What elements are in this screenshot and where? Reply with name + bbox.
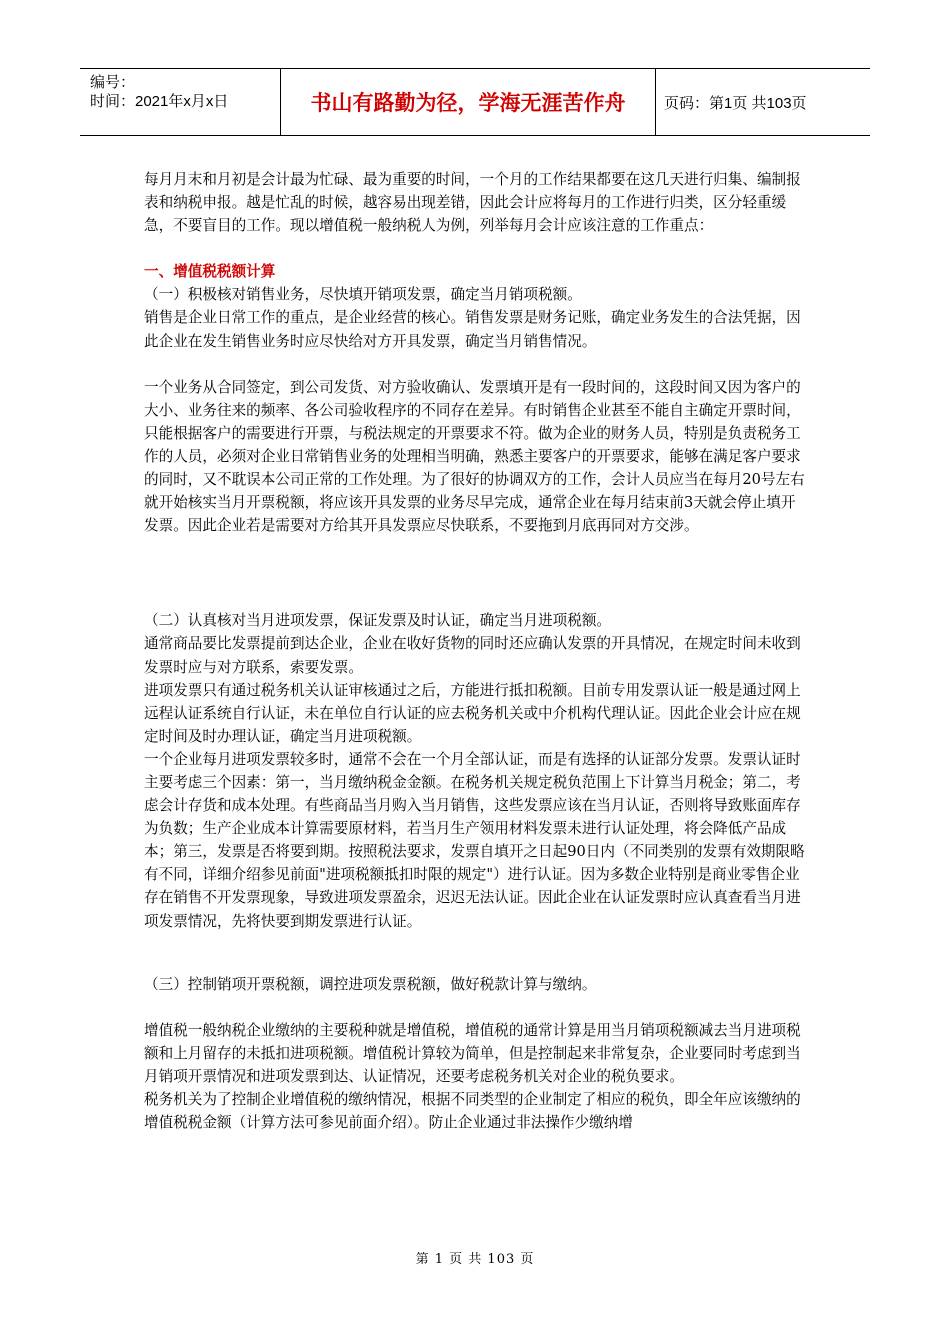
body-paragraph: 销售是企业日常工作的重点，是企业经营的核心。销售发票是财务记账，确定业务发生的合法凭据，因此企业在发生销售业务时应尽快给对方开具发票，确定当月销售情况。 <box>144 309 801 350</box>
body-paragraph: 通常商品要比发票提前到达企业，企业在收好货物的同时还应确认发票的开具情况，在规定时间未收到发票时应与对方联系，索要发票。 <box>144 635 801 676</box>
subsection-heading-1: （一）积极核对销售业务，尽快填开销项发票，确定当月销项税额。 <box>144 286 582 304</box>
intro-paragraph: 每月月末和月初是会计最为忙碌、最为重要的时间，一个月的工作结果都要在这几天进行归集、编制报表和纳税申报。越是忙乱的时候，越容易出现差错，因此会计应将每月的工作进行归类，区分轻重缓急，不要盲目的工作。现以增值税一般纳税人为例，列举每月会计应该注意的工作重点： <box>144 171 801 235</box>
document-header <box>80 68 870 136</box>
header-motto: 书山有路勤为径，学海无涯苦作舟 <box>281 69 656 135</box>
section-heading-vat-calculation: 一、增值税税额计算 <box>144 263 276 281</box>
body-paragraph: 一个业务从合同签定，到公司发货、对方验收确认、发票填开是有一段时间的，这段时间又因为客户的大小、业务往来的频率、各公司验收程序的不同存在差异。有时销售企业甚至不能自主确定开票时间，只能根据客户的需要进行开票，与税法规定的开票要求不符。做为企业的财务人员，特别是负责税务工作的人员，必须对企业日常销售业务的处理相当明确，熟悉主要客户的开票要求，能够在满足客户要求的同时，又不耽误本公司正常的工作处理。为了很好的协调双方的工作，会计人员应当在每月20号左右就开始核实当月开票税额，将应该开具发票的业务尽早完成，通常企业在每月结束前3天就会停止填开发票。因此企业若是需要对方给其开具发票应尽快联系，不要拖到月底再同对方交涉。 <box>144 378 805 535</box>
body-paragraph: 增值税一般纳税企业缴纳的主要税种就是增值税，增值税的通常计算是用当月销项税额减去当月进项税额和上月留存的未抵扣进项税额。增值税计算较为简单，但是控制起来非常复杂，企业要同时考虑到当月销项开票情况和进项发票到达、认证情况，还要考虑税务机关对企业的税负要求。 <box>144 1021 801 1085</box>
document-number-label: 编号： <box>90 74 136 91</box>
header-meta <box>80 69 281 135</box>
header-page-info: 页码：第1页 共103页 <box>664 94 807 112</box>
document-date: 时间：2021年x月x日 <box>90 93 229 110</box>
document-body <box>144 168 809 1134</box>
body-paragraph: 税务机关为了控制企业增值税的缴纳情况，根据不同类型的企业制定了相应的税负，即全年应该缴纳的增值税税金额（计算方法可参见前面介绍）。防止企业通过非法操作少缴纳增 <box>144 1091 801 1132</box>
body-paragraph: 一个企业每月进项发票较多时，通常不会在一个月全部认证，而是有选择的认证部分发票。发票认证时主要考虑三个因素：第一，当月缴纳税金金额。在税务机关规定税负范围上下计算当月税金；第二，考虑会计存货和成本处理。有些商品当月购入当月销售，这些发票应该在当月认证，否则将导致账面库存为负数；生产企业成本计算需要原材料，若当月生产领用材料发票未进行认证处理，将会降低产品成本；第三，发票是否将要到期。按照税法要求，发票自填开之日起90日内（不同类别的发票有效期限略有不同，详细介绍参见前面"进项税额抵扣时限的规定"）进行认证。因为多数企业特别是商业零售企业存在销售不开发票现象，导致进项发票盈余，迟迟无法认证。因此企业在认证发票时应认真查看当月进项发票情况，先将快要到期发票进行认证。 <box>144 750 805 930</box>
subsection-heading-3: （三）控制销项开票税额，调控进项发票税额，做好税款计算与缴纳。 <box>144 975 597 993</box>
subsection-heading-2: （二）认真核对当月进项发票，保证发票及时认证，确定当月进项税额。 <box>144 612 612 630</box>
page-footer: 第 1 页 共 103 页 <box>415 1252 535 1267</box>
body-paragraph: 进项发票只有通过税务机关认证审核通过之后，方能进行抵扣税额。目前专用发票认证一般是通过网上远程认证系统自行认证，未在单位自行认证的应去税务机关或中介机构代理认证。因此企业会计应在规定时间及时办理认证，确定当月进项税额。 <box>144 681 801 745</box>
